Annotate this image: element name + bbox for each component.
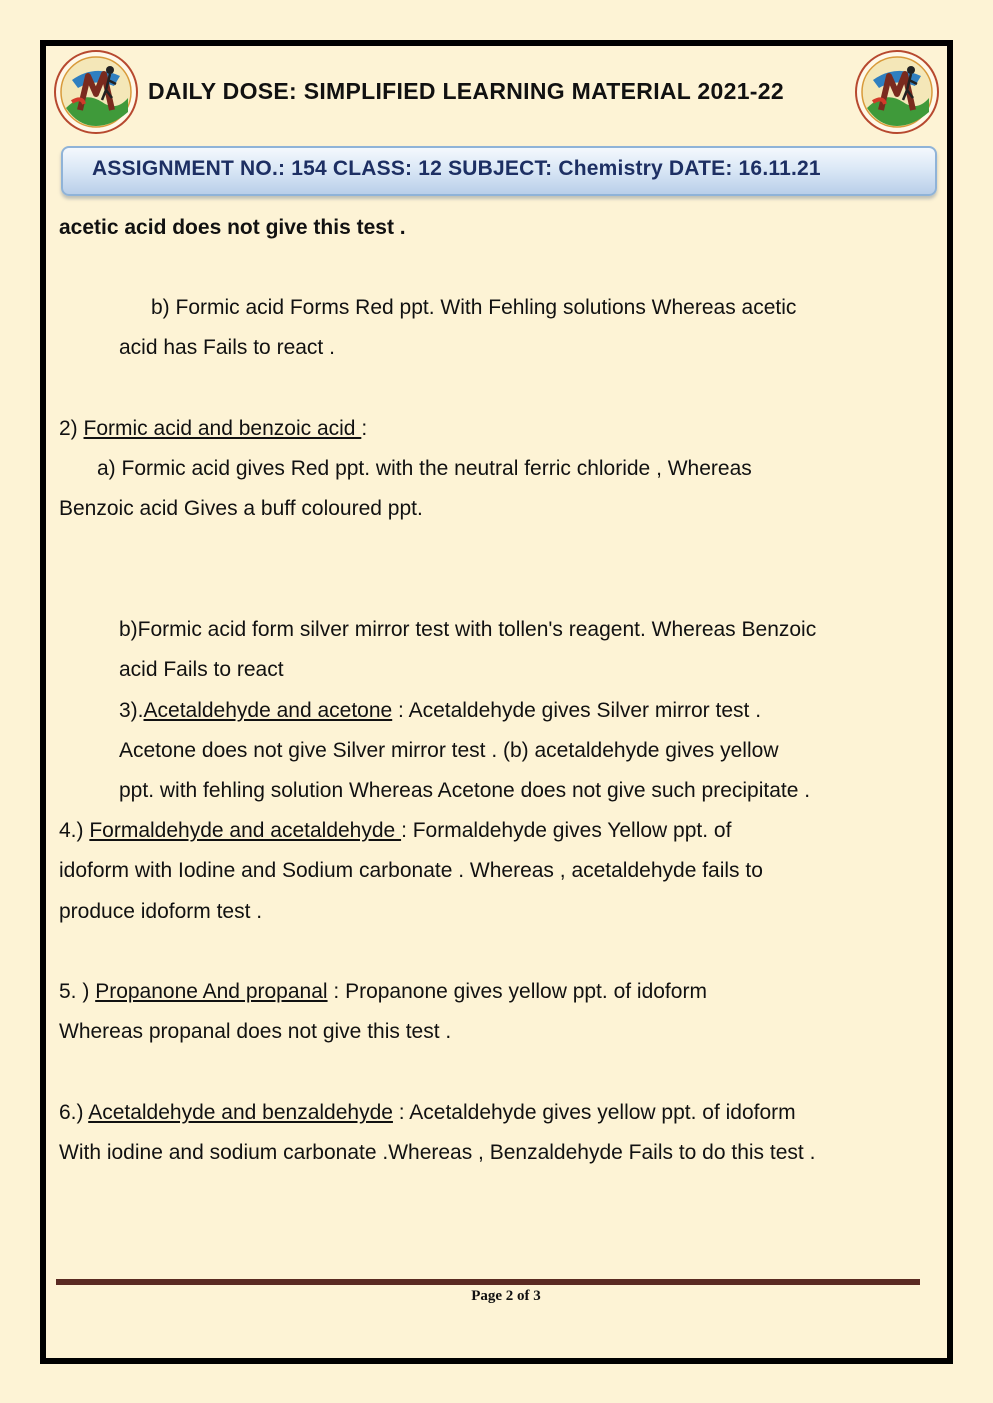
section-title: Propanone And propanal <box>95 980 328 1003</box>
section-heading-5 <box>59 979 707 1005</box>
footer-divider <box>56 1279 920 1285</box>
section-heading-4 <box>59 818 731 844</box>
text-line: produce idoform test . <box>59 900 263 923</box>
section-heading-2 <box>59 416 367 442</box>
text-line: Whereas propanal does not give this test . <box>59 1020 452 1043</box>
section-number: 2) <box>59 417 84 440</box>
school-logo-right <box>855 50 939 134</box>
text-line: b)Formic acid form silver mirror test with tollen's reagent. Whereas Benzoic <box>119 618 817 641</box>
section-text: : Formaldehyde gives Yellow ppt. of <box>401 819 732 842</box>
text-line: With iodine and sodium carbonate .Whereas , Benzaldehyde Fails to do this test . <box>59 1141 816 1164</box>
document-title: DAILY DOSE: SIMPLIFIED LEARNING MATERIAL 2021-22 <box>148 78 784 104</box>
section-heading-6 <box>59 1100 796 1126</box>
section-heading-3 <box>119 698 761 724</box>
text-line: b) Formic acid Forms Red ppt. With Fehling solutions Whereas acetic <box>151 296 797 319</box>
section-text: : <box>361 417 368 440</box>
section-number: 6.) <box>59 1101 89 1124</box>
section-title: Acetaldehyde and benzaldehyde <box>88 1101 393 1124</box>
page-number: Page 2 of 3 <box>471 1288 541 1304</box>
text-line: Benzoic acid Gives a buff coloured ppt. <box>59 497 423 520</box>
section-title: Acetaldehyde and acetone <box>143 699 393 722</box>
text-line: Acetone does not give Silver mirror test . (b) acetaldehyde gives yellow <box>119 739 779 762</box>
text-line: acid has Fails to react . <box>119 336 335 359</box>
section-number: 5. ) <box>59 980 96 1003</box>
section-title: Formaldehyde and acetaldehyde <box>89 819 402 842</box>
text-line: a) Formic acid gives Red ppt. with the neutral ferric chloride , Whereas <box>97 457 752 480</box>
section-text: : Propanone gives yellow ppt. of idoform <box>327 980 707 1003</box>
section-title: Formic acid and benzoic acid <box>83 417 362 440</box>
text-line: acetic acid does not give this test . <box>59 216 406 239</box>
text-line: acid Fails to react <box>119 658 284 681</box>
section-number: 4.) <box>59 819 90 842</box>
school-logo-left <box>54 50 138 134</box>
section-text: : Acetaldehyde gives yellow ppt. of idoform <box>392 1101 796 1124</box>
text-line: ppt. with fehling solution Whereas Acetone does not give such precipitate . <box>119 779 811 802</box>
text-line: idoform with Iodine and Sodium carbonate . Whereas , acetaldehyde fails to <box>59 859 763 882</box>
assignment-info: ASSIGNMENT NO.: 154 CLASS: 12 SUBJECT: Chemistry DATE: 16.11.21 <box>92 157 821 180</box>
section-number: 3). <box>119 699 144 722</box>
section-text: : Acetaldehyde gives Silver mirror test . <box>392 699 762 722</box>
